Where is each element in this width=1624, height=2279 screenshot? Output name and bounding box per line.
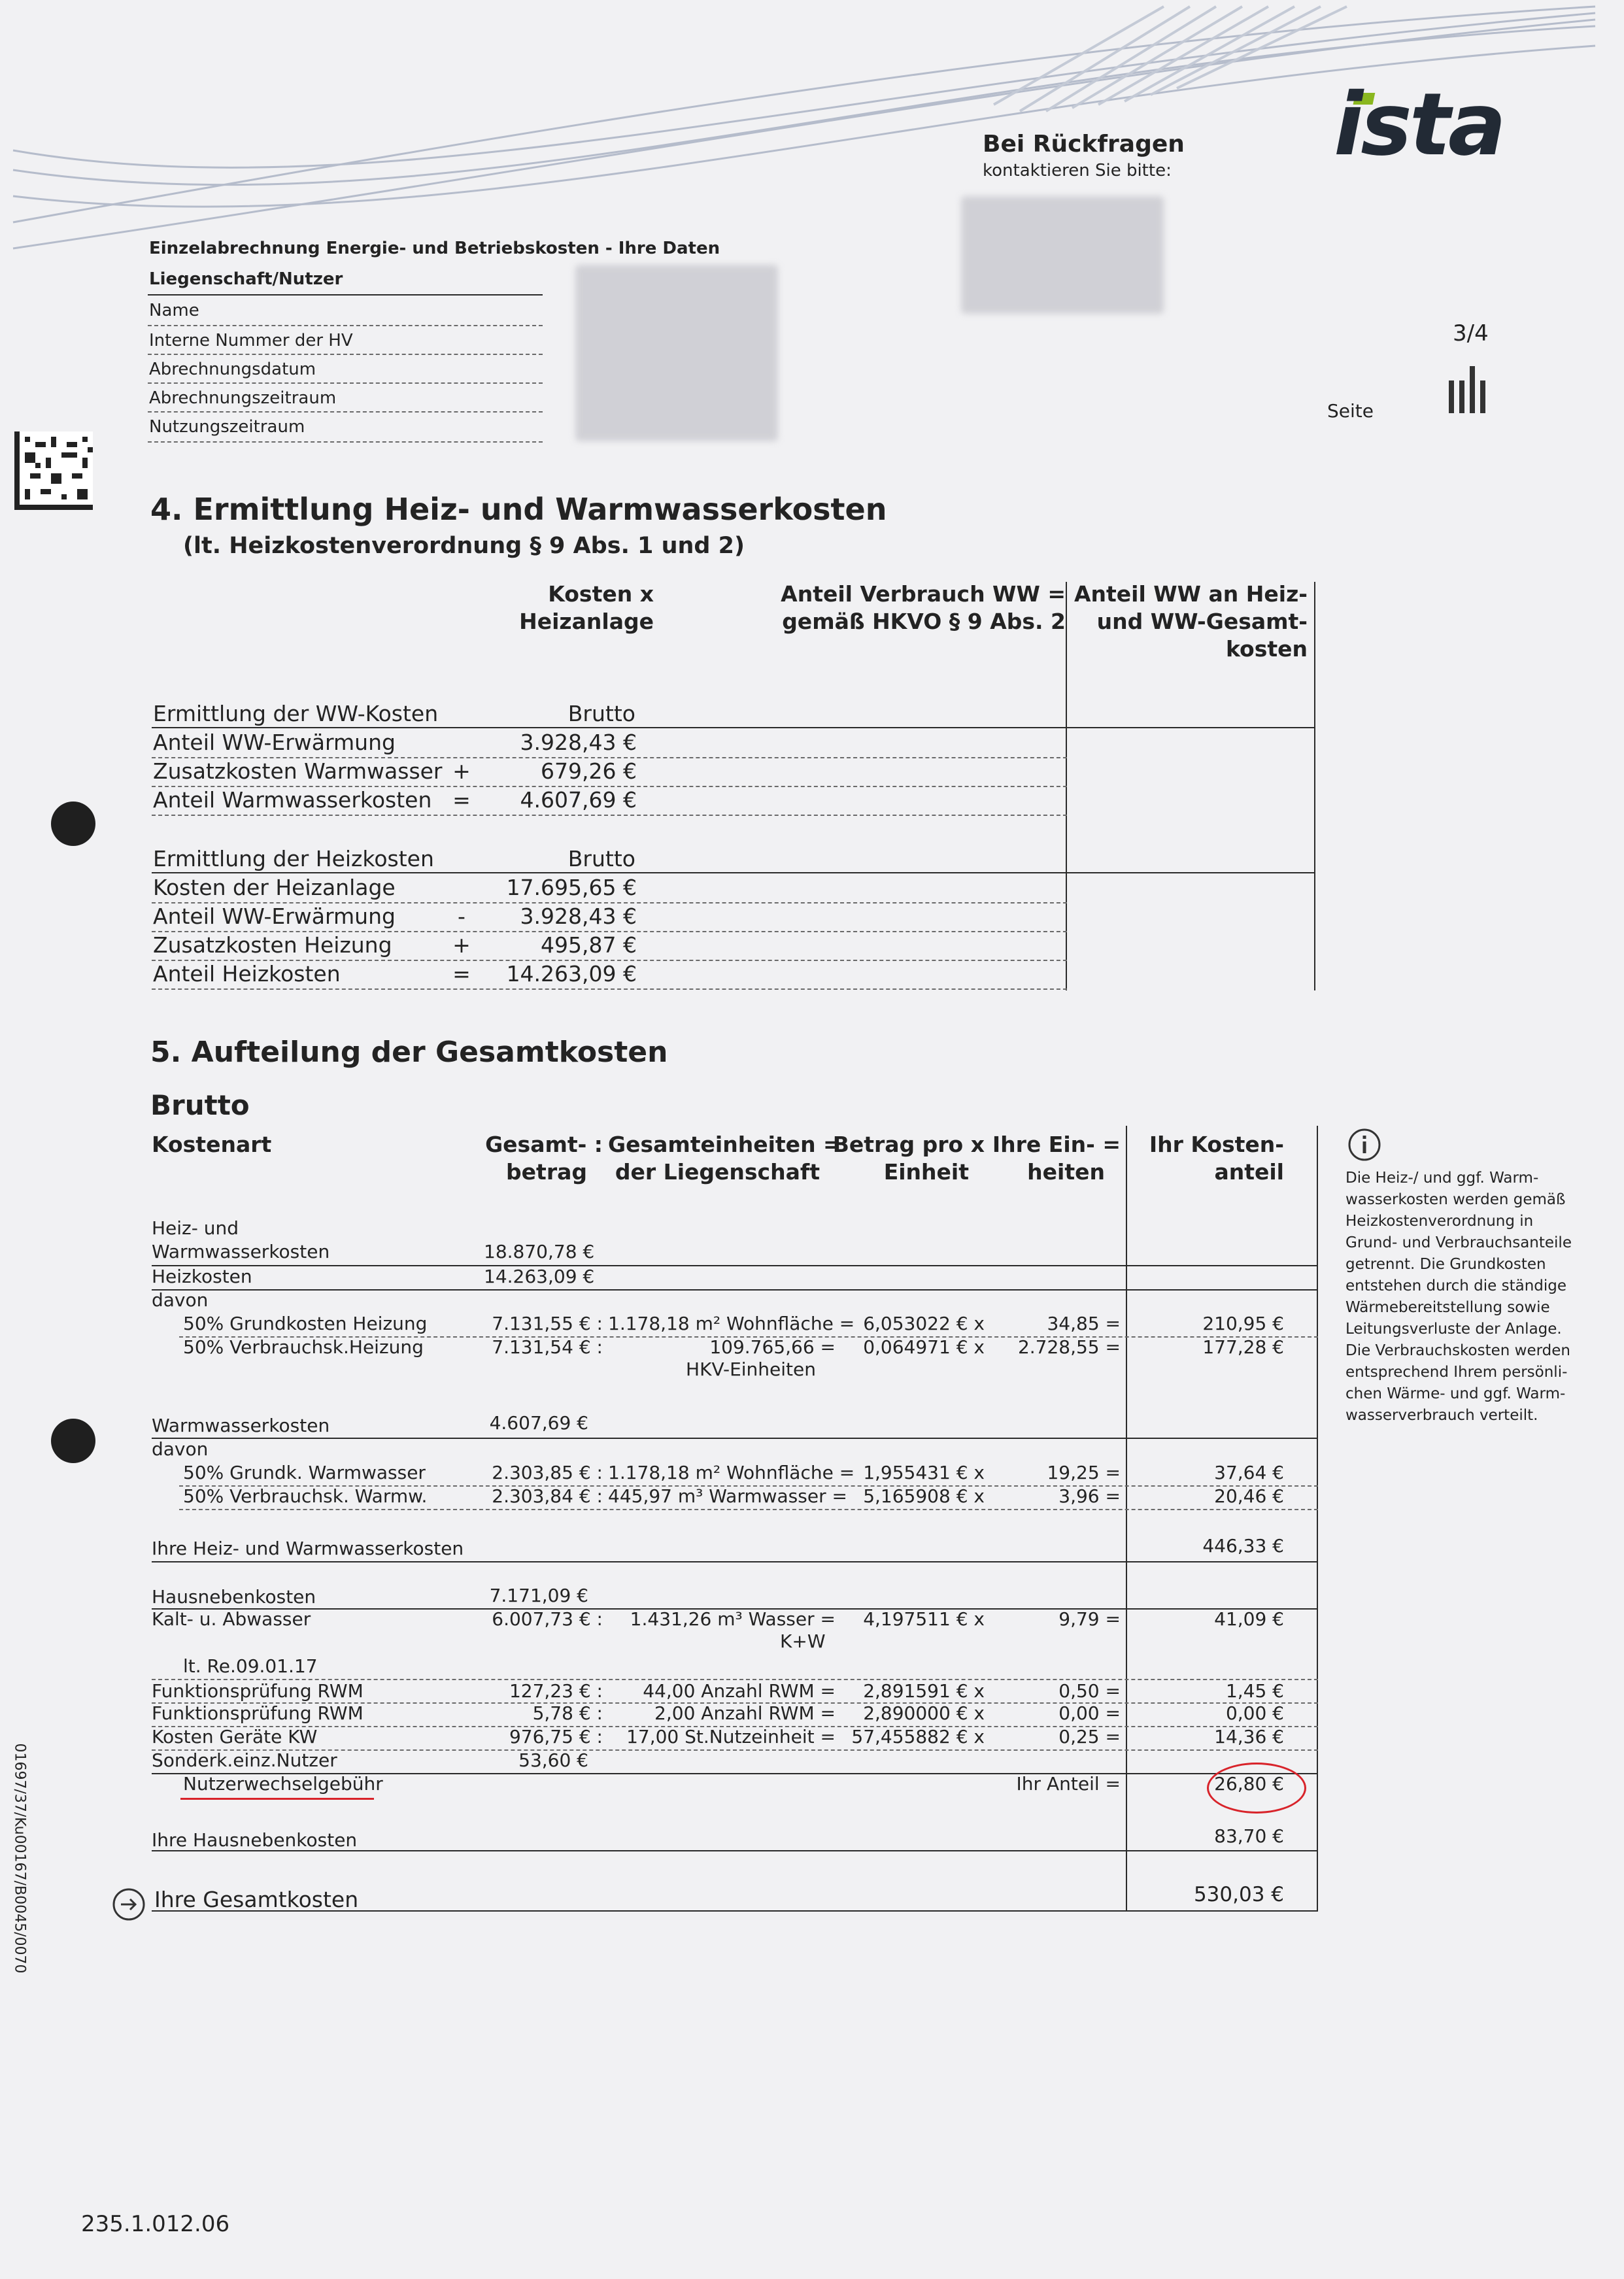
section5-subtitle: Brutto [150, 1089, 250, 1121]
punch-hole [51, 802, 95, 846]
heiz-row-value: 17.695,65 € [506, 875, 637, 900]
cell-anteil: 41,09 € [1214, 1608, 1284, 1630]
cell-anteil: 177,28 € [1202, 1336, 1284, 1358]
row-funktionspruefung-rwm: Funktionsprüfung RWM [152, 1680, 364, 1702]
cell-pro-einheit: 0,064971 € x [863, 1336, 985, 1358]
row-verbrauchskosten-heizung: 50% Verbrauchsk.Heizung [183, 1336, 424, 1358]
row-hausnebenkosten: Hausnebenkosten [152, 1586, 316, 1608]
cell-ihre-einheiten: 9,79 = [1058, 1608, 1121, 1630]
ww-kosten-header: Ermittlung der WW-Kosten [153, 701, 439, 726]
row-davon: davon [152, 1438, 209, 1460]
info-row-abrechnungszeitraum: Abrechnungszeitraum [149, 388, 337, 408]
info-row-interne-nummer: Interne Nummer der HV [149, 331, 353, 350]
datamatrix-code-icon [14, 431, 93, 510]
row-funktionspruefung-rwm: Funktionsprüfung RWM [152, 1702, 364, 1724]
ww-row-value: 3.928,43 € [520, 730, 637, 755]
ww-row-value: 679,26 € [541, 758, 637, 784]
handwritten-circle [1207, 1763, 1306, 1814]
cell-anteil: 26,80 € [1214, 1773, 1284, 1795]
cell-einheiten: 1.178,18 m² Wohnfläche = [608, 1313, 855, 1334]
cell-pro-einheit: 4,197511 € x [863, 1608, 985, 1630]
cell-einheiten: 44,00 Anzahl RWM = [643, 1680, 836, 1702]
heiz-row-op: - [458, 903, 465, 929]
row-hausnebenkosten-betrag: 7.171,09 € [489, 1585, 588, 1606]
heiz-row-label: Zusatzkosten Heizung [153, 932, 392, 958]
cell-betrag: 7.131,54 € : [492, 1336, 603, 1358]
cell-anteil: 20,46 € [1214, 1485, 1284, 1507]
heiz-kosten-header: Ermittlung der Heizkosten [153, 846, 434, 871]
cell-anteil: 83,70 € [1214, 1825, 1284, 1847]
cell-ihre-einheiten: 34,85 = [1047, 1313, 1121, 1334]
row-verbrauchskosten-warmwasser: 50% Verbrauchsk. Warmw. [183, 1485, 428, 1507]
cell-ihre-einheiten: 2.728,55 = [1017, 1336, 1121, 1358]
footer-code: 235.1.012.06 [81, 2211, 230, 2237]
ww-kosten-header-value: Brutto [567, 701, 635, 726]
page-number: 3/4 [1453, 320, 1489, 346]
cell-pro-einheit: 2,891591 € x [863, 1680, 985, 1702]
cell-anteil: 0,00 € [1225, 1702, 1284, 1724]
heiz-row-value: 14.263,09 € [506, 961, 637, 987]
row-heiz-warmwasser-1: Heiz- und [152, 1217, 239, 1239]
col-kostenart: Kostenart [152, 1132, 272, 1157]
cell-einheiten-unit: HKV-Einheiten [686, 1359, 816, 1380]
row-kosten-geraete-kw: Kosten Geräte KW [152, 1726, 318, 1747]
ww-row-op: = [452, 787, 471, 813]
row-davon: davon [152, 1289, 209, 1311]
col-ihr-kostenanteil: Ihr Kosten- anteil [1149, 1132, 1284, 1185]
section4-title: 4. Ermittlung Heiz- und Warmwasserkosten [150, 492, 887, 527]
ww-row-op: + [452, 758, 471, 784]
row-sonderkosten-betrag: 53,60 € [518, 1749, 588, 1771]
row-warmwasserkosten-betrag: 4.607,69 € [489, 1412, 588, 1434]
row-heiz-warmwasser-betrag: 18.870,78 € [484, 1241, 595, 1262]
row-nutzerwechselgebuehr: Nutzerwechselgebühr [183, 1773, 383, 1795]
col-anteil-verbrauch-ww: Anteil Verbrauch WW = gemäß HKVO § 9 Abs. 2 [781, 581, 1066, 634]
heiz-row-label: Anteil Heizkosten [153, 961, 341, 987]
ww-row-label: Anteil Warmwasserkosten [153, 787, 432, 813]
side-code: 01697/37/Ku00167/B0045/0070 [11, 1743, 28, 1974]
heiz-row-value: 3.928,43 € [520, 903, 637, 929]
col-ihre-einheiten: Ihre Ein- = heiten [992, 1132, 1121, 1185]
ww-row-value: 4.607,69 € [520, 787, 637, 813]
arrow-right-circle-icon [111, 1887, 146, 1922]
cell-anteil: 446,33 € [1202, 1535, 1284, 1557]
cell-ihre-einheiten: 0,25 = [1058, 1726, 1121, 1747]
page-label: Seite [1327, 400, 1374, 422]
section4-subtitle: (lt. Heizkostenverordnung § 9 Abs. 1 und 2) [183, 533, 745, 559]
contact-subtitle: kontaktieren Sie bitte: [983, 161, 1172, 180]
cell-einheiten: 1.431,26 m³ Wasser = [630, 1608, 836, 1630]
row-grundkosten-heizung: 50% Grundkosten Heizung [183, 1313, 428, 1334]
ww-row-label: Zusatzkosten Warmwasser [153, 758, 443, 784]
heiz-kosten-header-value: Brutto [567, 846, 635, 871]
cell-betrag: 2.303,85 € : [492, 1462, 603, 1483]
cell-betrag: 127,23 € : [509, 1680, 603, 1702]
cell-betrag: 6.007,73 € : [492, 1608, 603, 1630]
ista-logo [1334, 75, 1530, 175]
cell-betrag: 2.303,84 € : [492, 1485, 603, 1507]
barcode-icon [1449, 366, 1495, 413]
cell-ihre-einheiten: 19,25 = [1047, 1462, 1121, 1483]
info-row-liegenschaft: Liegenschaft/Nutzer [149, 269, 343, 289]
col-gesamtbetrag: Gesamt- : betrag [485, 1132, 603, 1185]
contact-title: Bei Rückfragen [983, 131, 1185, 158]
ista-logo-text: ista [1334, 75, 1504, 175]
cell-betrag: 7.131,55 € : [492, 1313, 603, 1334]
heiz-row-op: = [452, 961, 471, 987]
cell-pro-einheit: 2,890000 € x [863, 1702, 985, 1724]
cell-ihr-anteil-label: Ihr Anteil = [1016, 1773, 1121, 1795]
row-rechnung-date: lt. Re.09.01.17 [183, 1655, 318, 1677]
handwritten-underline [180, 1798, 374, 1800]
cell-einheiten: 445,97 m³ Warmwasser = [608, 1485, 847, 1507]
row-ihre-heiz-warmwasserkosten: Ihre Heiz- und Warmwasserkosten [152, 1538, 464, 1559]
ww-row-label: Anteil WW-Erwärmung [153, 730, 396, 755]
col-betrag-pro-einheit: Betrag pro x Einheit [832, 1132, 985, 1185]
heiz-row-label: Kosten der Heizanlage [153, 875, 396, 900]
row-heiz-warmwasser-2: Warmwasserkosten [152, 1241, 330, 1262]
cell-einheiten-unit: K+W [780, 1630, 826, 1652]
cell-betrag: 976,75 € : [509, 1726, 603, 1747]
col-kosten-heizanlage: Kosten x Heizanlage [519, 581, 654, 634]
cell-anteil: 37,64 € [1214, 1462, 1284, 1483]
cell-ihre-einheiten: 3,96 = [1058, 1485, 1121, 1507]
info-row-name: Name [149, 301, 199, 320]
info-header-title: Einzelabrechnung Energie- und Betriebskosten - Ihre Daten [149, 239, 720, 258]
cell-einheiten: 2,00 Anzahl RWM = [654, 1702, 836, 1724]
heiz-row-value: 495,87 € [541, 932, 637, 958]
row-grundkosten-warmwasser: 50% Grundk. Warmwasser [183, 1462, 426, 1483]
row-warmwasserkosten: Warmwasserkosten [152, 1415, 330, 1436]
cell-einheiten: 1.178,18 m² Wohnfläche = [608, 1462, 855, 1483]
row-heizkosten: Heizkosten [152, 1266, 252, 1287]
info-values-redacted [575, 265, 778, 441]
col-gesamteinheiten: Gesamteinheiten = der Liegenschaft [608, 1132, 841, 1185]
row-ihre-hausnebenkosten: Ihre Hausnebenkosten [152, 1829, 358, 1851]
row-sonderkosten: Sonderk.einz.Nutzer [152, 1749, 337, 1771]
cell-einheiten: 17,00 St.Nutzeinheit = [626, 1726, 836, 1747]
info-note: Die Heiz-/ und ggf. Warm- wasserkosten werden gemäß Heizkostenverordnung in Grund- und Verbrauchsanteile getrennt. Die Grundkosten entstehen durch die ständige Wärmebereitstellung sowie Leitungsverluste der Anlage. Die Verbrauchskosten werden entsprechend Ihrem persönli- chen Wärme- und ggf. Warm- wasserverbrauch verteilt. [1345, 1170, 1572, 1424]
cell-anteil: 14,36 € [1214, 1726, 1284, 1747]
row-heizkosten-betrag: 14.263,09 € [484, 1266, 595, 1287]
cell-einheiten: 109.765,66 = [709, 1336, 836, 1358]
cell-pro-einheit: 6,053022 € x [863, 1313, 985, 1334]
cell-ihre-einheiten: 0,50 = [1058, 1680, 1121, 1702]
info-row-abrechnungsdatum: Abrechnungsdatum [149, 360, 316, 379]
cell-pro-einheit: 5,165908 € x [863, 1485, 985, 1507]
row-ihre-gesamtkosten: Ihre Gesamtkosten [154, 1887, 359, 1912]
cell-anteil: 1,45 € [1225, 1680, 1284, 1702]
contact-redacted [961, 196, 1164, 314]
col-anteil-ww-gesamtkosten: Anteil WW an Heiz- und WW-Gesamt- kosten [1074, 581, 1308, 662]
section5-title: 5. Aufteilung der Gesamtkosten [150, 1036, 668, 1069]
cell-ihre-einheiten: 0,00 = [1058, 1702, 1121, 1724]
cell-betrag: 5,78 € : [532, 1702, 603, 1724]
cell-gesamt-anteil: 530,03 € [1193, 1883, 1284, 1906]
cell-pro-einheit: 1,955431 € x [863, 1462, 985, 1483]
row-kalt-abwasser: Kalt- u. Abwasser [152, 1608, 311, 1630]
info-row-nutzungszeitraum: Nutzungszeitraum [149, 417, 305, 437]
cell-pro-einheit: 57,455882 € x [851, 1726, 985, 1747]
cell-anteil: 210,95 € [1202, 1313, 1284, 1334]
heiz-row-op: + [452, 932, 471, 958]
punch-hole [51, 1419, 95, 1463]
info-icon [1347, 1127, 1382, 1162]
heiz-row-label: Anteil WW-Erwärmung [153, 903, 396, 929]
